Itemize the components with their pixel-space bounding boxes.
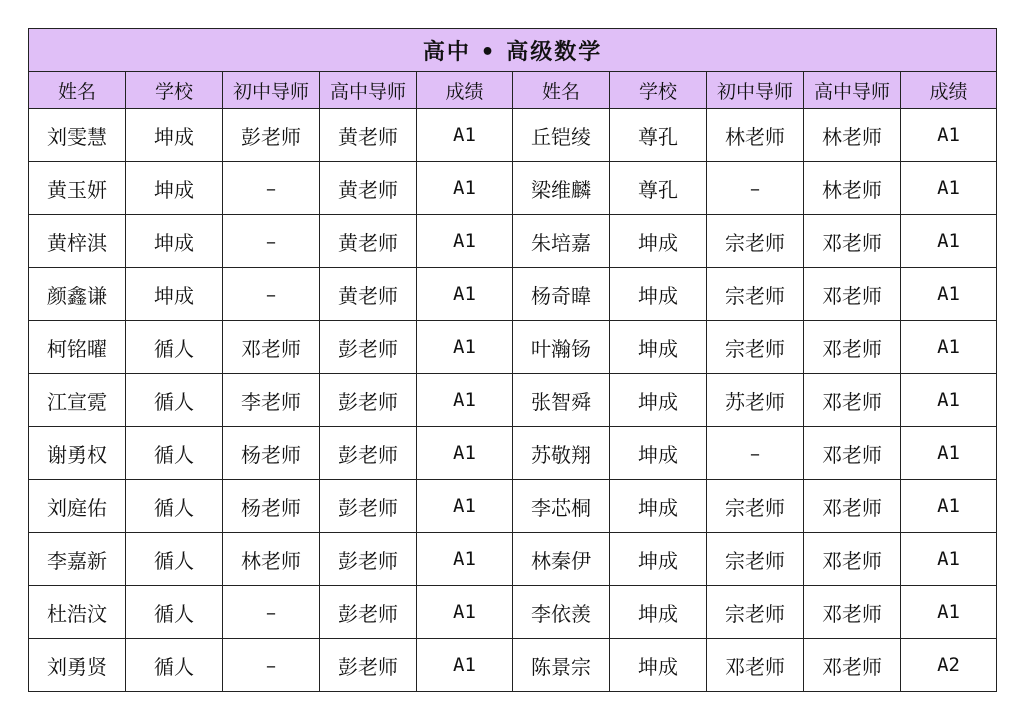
junior-mentor-cell: 林老师 — [223, 533, 320, 586]
student-name-cell: 刘勇贤 — [29, 639, 126, 692]
table-row — [29, 215, 997, 268]
school-cell: 坤成 — [610, 639, 707, 692]
student-name-cell: 林秦伊 — [513, 533, 610, 586]
school-cell: 坤成 — [610, 480, 707, 533]
grade-cell: A1 — [417, 480, 513, 533]
senior-mentor-cell: 黄老师 — [320, 268, 417, 321]
table-row — [29, 162, 997, 215]
senior-mentor-cell: 邓老师 — [804, 480, 901, 533]
student-name-cell: 李依羡 — [513, 586, 610, 639]
junior-mentor-cell: 宗老师 — [707, 533, 804, 586]
junior-mentor-cell: – — [223, 268, 320, 321]
senior-mentor-cell: 邓老师 — [804, 268, 901, 321]
table-row — [29, 480, 997, 533]
school-cell: 坤成 — [610, 321, 707, 374]
student-name-cell: 丘铠绫 — [513, 109, 610, 162]
senior-mentor-cell: 黄老师 — [320, 109, 417, 162]
student-name-cell: 张智舜 — [513, 374, 610, 427]
junior-mentor-cell: 苏老师 — [707, 374, 804, 427]
student-name-cell: 李芯桐 — [513, 480, 610, 533]
student-name-cell: 黄玉妍 — [29, 162, 126, 215]
junior-mentor-cell: – — [223, 162, 320, 215]
senior-mentor-cell: 彭老师 — [320, 374, 417, 427]
school-cell: 尊孔 — [610, 162, 707, 215]
junior-mentor-cell: – — [223, 639, 320, 692]
junior-mentor-cell: 宗老师 — [707, 321, 804, 374]
school-cell: 坤成 — [610, 268, 707, 321]
student-name-cell: 刘庭佑 — [29, 480, 126, 533]
grade-cell: A1 — [901, 109, 997, 162]
student-name-cell: 李嘉新 — [29, 533, 126, 586]
junior-mentor-cell: 杨老师 — [223, 427, 320, 480]
school-cell: 坤成 — [610, 533, 707, 586]
school-cell: 循人 — [126, 480, 223, 533]
name-header-right: 姓名 — [513, 72, 610, 109]
grade-cell: A1 — [417, 321, 513, 374]
student-name-cell: 叶瀚钖 — [513, 321, 610, 374]
results-sheet — [28, 28, 996, 692]
junior-mentor-cell: 宗老师 — [707, 215, 804, 268]
results-table — [28, 28, 997, 692]
school-cell: 循人 — [126, 533, 223, 586]
junior-mentor-cell: 邓老师 — [707, 639, 804, 692]
student-name-cell: 江宣霓 — [29, 374, 126, 427]
grade-cell: A1 — [417, 427, 513, 480]
grade-header-left: 成绩 — [417, 72, 513, 109]
senior-mentor-header-left: 高中导师 — [320, 72, 417, 109]
grade-cell: A1 — [417, 586, 513, 639]
senior-mentor-cell: 彭老师 — [320, 639, 417, 692]
column-header-row — [29, 72, 997, 109]
senior-mentor-cell: 邓老师 — [804, 533, 901, 586]
senior-mentor-cell: 邓老师 — [804, 374, 901, 427]
table-row — [29, 374, 997, 427]
senior-mentor-cell: 彭老师 — [320, 321, 417, 374]
senior-mentor-cell: 邓老师 — [804, 639, 901, 692]
junior-mentor-cell: – — [707, 162, 804, 215]
senior-mentor-header-right: 高中导师 — [804, 72, 901, 109]
table-row — [29, 639, 997, 692]
school-cell: 循人 — [126, 374, 223, 427]
senior-mentor-cell: 邓老师 — [804, 321, 901, 374]
student-name-cell: 陈景宗 — [513, 639, 610, 692]
junior-mentor-cell: 邓老师 — [223, 321, 320, 374]
grade-header-right: 成绩 — [901, 72, 997, 109]
junior-mentor-header-left: 初中导师 — [223, 72, 320, 109]
junior-mentor-cell: – — [223, 215, 320, 268]
student-name-cell: 梁维麟 — [513, 162, 610, 215]
grade-cell: A1 — [901, 533, 997, 586]
junior-mentor-cell: 宗老师 — [707, 268, 804, 321]
table-body — [29, 109, 997, 692]
senior-mentor-cell: 邓老师 — [804, 586, 901, 639]
name-header-left: 姓名 — [29, 72, 126, 109]
junior-mentor-cell: 宗老师 — [707, 586, 804, 639]
grade-cell: A1 — [901, 162, 997, 215]
grade-cell: A1 — [417, 639, 513, 692]
senior-mentor-cell: 黄老师 — [320, 215, 417, 268]
grade-cell: A1 — [417, 215, 513, 268]
senior-mentor-cell: 彭老师 — [320, 480, 417, 533]
grade-cell: A1 — [901, 586, 997, 639]
grade-cell: A2 — [901, 639, 997, 692]
grade-cell: A1 — [901, 374, 997, 427]
school-header-left: 学校 — [126, 72, 223, 109]
junior-mentor-cell: – — [707, 427, 804, 480]
grade-cell: A1 — [901, 215, 997, 268]
junior-mentor-cell: 李老师 — [223, 374, 320, 427]
senior-mentor-cell: 黄老师 — [320, 162, 417, 215]
senior-mentor-cell: 林老师 — [804, 162, 901, 215]
table-row — [29, 109, 997, 162]
senior-mentor-cell: 邓老师 — [804, 427, 901, 480]
table-title: 高中 • 高级数学 — [29, 29, 997, 72]
school-cell: 尊孔 — [610, 109, 707, 162]
school-cell: 坤成 — [126, 215, 223, 268]
school-cell: 循人 — [126, 427, 223, 480]
table-row — [29, 321, 997, 374]
junior-mentor-cell: 宗老师 — [707, 480, 804, 533]
school-cell: 坤成 — [126, 162, 223, 215]
school-cell: 坤成 — [610, 586, 707, 639]
student-name-cell: 杜浩汶 — [29, 586, 126, 639]
table-row — [29, 533, 997, 586]
junior-mentor-cell: 林老师 — [707, 109, 804, 162]
student-name-cell: 苏敬翔 — [513, 427, 610, 480]
junior-mentor-cell: 彭老师 — [223, 109, 320, 162]
school-cell: 坤成 — [610, 215, 707, 268]
school-cell: 循人 — [126, 321, 223, 374]
school-cell: 循人 — [126, 586, 223, 639]
senior-mentor-cell: 彭老师 — [320, 586, 417, 639]
school-cell: 坤成 — [126, 109, 223, 162]
junior-mentor-cell: – — [223, 586, 320, 639]
school-cell: 坤成 — [610, 374, 707, 427]
grade-cell: A1 — [417, 268, 513, 321]
student-name-cell: 刘雯慧 — [29, 109, 126, 162]
school-cell: 坤成 — [126, 268, 223, 321]
grade-cell: A1 — [417, 109, 513, 162]
student-name-cell: 杨奇暐 — [513, 268, 610, 321]
grade-cell: A1 — [901, 427, 997, 480]
school-cell: 坤成 — [610, 427, 707, 480]
senior-mentor-cell: 邓老师 — [804, 215, 901, 268]
student-name-cell: 朱培嘉 — [513, 215, 610, 268]
junior-mentor-cell: 杨老师 — [223, 480, 320, 533]
student-name-cell: 颜鑫谦 — [29, 268, 126, 321]
grade-cell: A1 — [417, 374, 513, 427]
grade-cell: A1 — [417, 533, 513, 586]
senior-mentor-cell: 彭老师 — [320, 533, 417, 586]
grade-cell: A1 — [901, 321, 997, 374]
student-name-cell: 谢勇权 — [29, 427, 126, 480]
table-row — [29, 268, 997, 321]
senior-mentor-cell: 林老师 — [804, 109, 901, 162]
grade-cell: A1 — [901, 268, 997, 321]
senior-mentor-cell: 彭老师 — [320, 427, 417, 480]
student-name-cell: 黄梓淇 — [29, 215, 126, 268]
table-row — [29, 586, 997, 639]
student-name-cell: 柯铭曜 — [29, 321, 126, 374]
grade-cell: A1 — [417, 162, 513, 215]
junior-mentor-header-right: 初中导师 — [707, 72, 804, 109]
table-row — [29, 427, 997, 480]
school-header-right: 学校 — [610, 72, 707, 109]
school-cell: 循人 — [126, 639, 223, 692]
grade-cell: A1 — [901, 480, 997, 533]
